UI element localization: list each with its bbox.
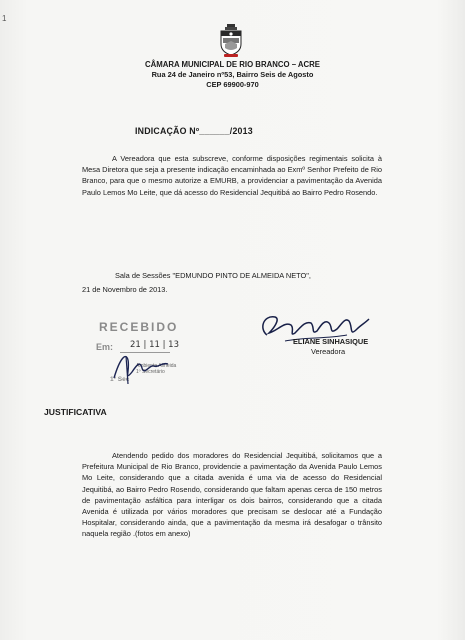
secretary-signature [106, 348, 176, 388]
header-address: Rua 24 de Janeiro nº53, Bairro Seis de Agosto [151, 70, 314, 79]
stamp-received-by-name: Ambiente Almeida 1º Secretário [136, 363, 177, 375]
stamp-secretary-mark: 1º Sec [110, 376, 130, 383]
stamp-date: 21 | 11 | 13 [130, 340, 179, 350]
page-edge-mark: 1 [2, 14, 7, 23]
justificativa-paragraph: Atendendo pedido dos moradores do Residencial Jequitibá, solicitamos que a Prefeitura Municipal de Rio Branco, providencie a pavimentação da Avenida Paulo Lemos Mo Leite, considerando que a citada avenida é uma via de acesso do Residencial Jequitibá, ao Bairro Pedro Rosendo, considerando que faltam apenas cerca de 150 metros de pavimentação asfáltica para interligar os dois bairros, considerando que a citada Avenida é utilizada por vários moradores que precisam se deslocar até a Fundação Hospitalar, considerando ainda, que a pavimentação da mesma irá desafogar o trânsito naquela região .(fotos em anexo) [82, 451, 382, 539]
header-organization: CÂMARA MUNICIPAL DE RIO BRANCO – ACRE [145, 60, 320, 69]
municipal-crest-icon [218, 24, 244, 58]
signer-name: ELIANE SINHASIQUE [293, 337, 369, 346]
body-paragraph: A Vereadora que esta subscreve, conforme disposições regimentais solicita à Mesa Diretora que seja a presente indicação encaminhada ao Exmº Senhor Prefeito de Rio Branco, para que o mesmo autorize a EMURB, a providenciar a pavimentação da Avenida Paulo Lemos Mo Leite, que dá acesso do Residencial Jequitibá ao Bairro Pedro Rosendo. [82, 154, 382, 197]
received-stamp [80, 318, 190, 390]
stamp-recebido-text: RECEBIDO [99, 320, 179, 334]
document-date: 21 de Novembro de 2013. [82, 285, 168, 294]
justificativa-title: JUSTIFICATIVA [44, 407, 107, 417]
session-room-line: Sala de Sessões "EDMUNDO PINTO DE ALMEIDA NETO", [115, 271, 311, 280]
signer-role: Vereadora [311, 347, 346, 356]
document-title: INDICAÇÃO Nº______/2013 [135, 126, 253, 136]
stamp-em-label: Em: [96, 342, 114, 352]
header-cep: CEP 69900-970 [206, 80, 259, 89]
